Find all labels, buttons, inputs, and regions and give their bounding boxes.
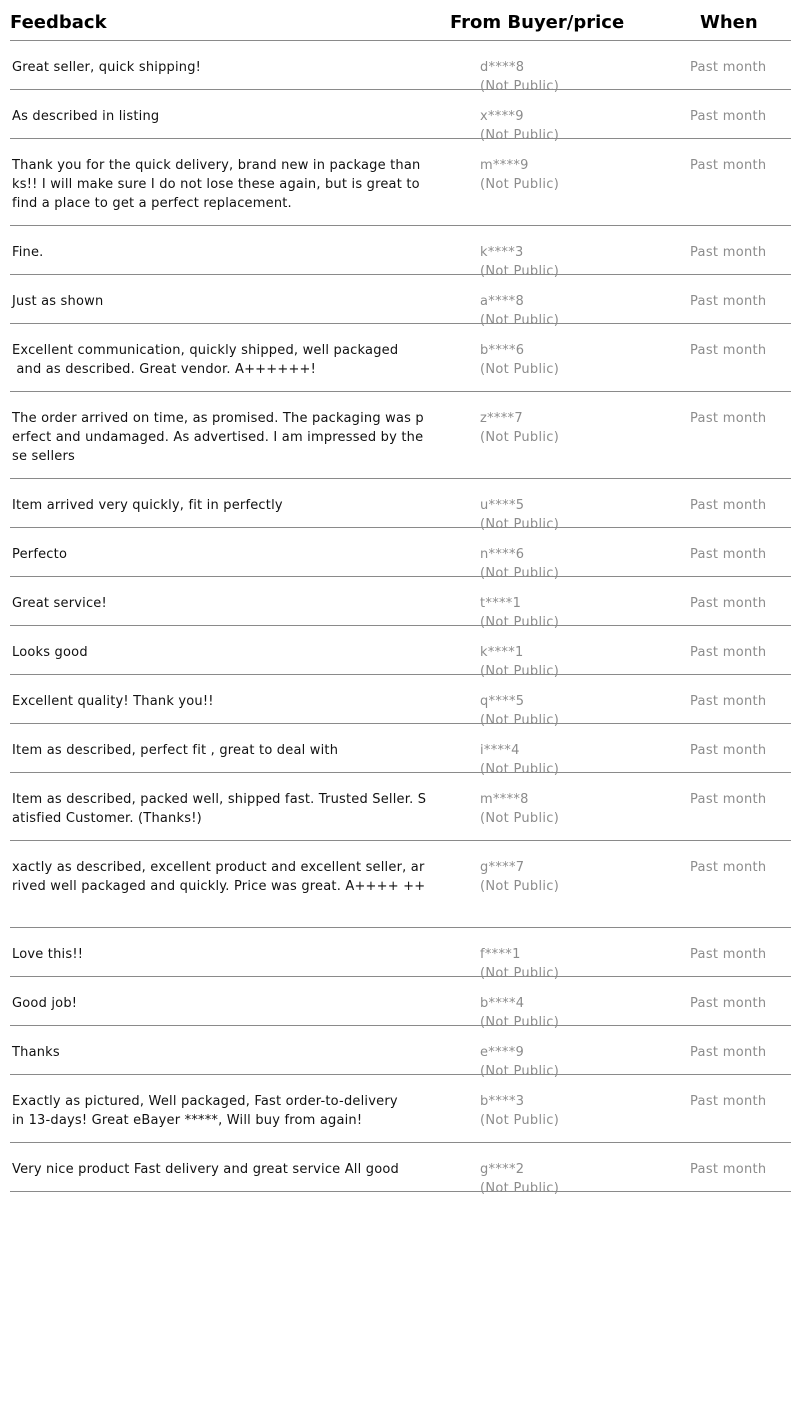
feedback-comment: Great service! [12,596,107,611]
buyer-info [480,156,559,194]
buyer-id: u****5 [480,498,525,513]
buyer-privacy: (Not Public) [480,664,560,679]
feedback-comment: Very nice product Fast delivery and great service All good [12,1162,399,1177]
feedback-comment: As described in listing [12,109,160,124]
buyer-privacy: (Not Public) [480,762,560,777]
buyer-id: g****2 [480,1162,525,1177]
feedback-comment: Excellent quality! Thank you!! [12,694,214,709]
feedback-when: Past month [690,860,767,875]
feedback-when: Past month [690,792,767,807]
feedback-when: Past month [690,596,767,611]
buyer-privacy: (Not Public) [480,430,560,445]
buyer-privacy: (Not Public) [480,1181,560,1196]
feedback-when: Past month [690,996,767,1011]
feedback-comment: Thanks [12,1045,60,1060]
buyer-privacy: (Not Public) [480,966,560,981]
feedback-row [10,139,791,226]
buyer-privacy: (Not Public) [480,1015,560,1030]
buyer-privacy: (Not Public) [480,362,560,377]
buyer-privacy: (Not Public) [480,79,560,94]
feedback-comment: Fine. [12,245,44,260]
buyer-id: z****7 [480,411,523,426]
feedback-row [10,841,791,928]
feedback-row [10,324,791,392]
feedback-row [10,675,791,728]
buyer-id: b****6 [480,343,525,358]
buyer-id: i****4 [480,743,520,758]
feedback-comment: Item as described, perfect fit , great to deal with [12,743,339,758]
feedback-comment: The order arrived on time, as promised. The packaging was perfect and undamaged. As advertised. I am impressed by these sellers [12,411,424,464]
buyer-id: b****3 [480,1094,525,1109]
feedback-row [10,226,791,279]
feedback-when: Past month [690,498,767,513]
feedback-when: Past month [690,1045,767,1060]
buyer-id: x****9 [480,109,524,124]
buyer-info [480,1092,559,1130]
feedback-row [10,626,791,679]
feedback-comment: Perfecto [12,547,68,562]
feedback-when: Past month [690,343,767,358]
buyer-info [480,409,559,447]
buyer-privacy: (Not Public) [480,811,560,826]
table-header [10,0,791,41]
buyer-id: n****6 [480,547,525,562]
buyer-id: e****9 [480,1045,525,1060]
header-from-buyer-price: From Buyer/price [450,12,625,33]
buyer-privacy: (Not Public) [480,313,560,328]
feedback-when: Past month [690,743,767,758]
buyer-id: b****4 [480,996,525,1011]
feedback-comment: Great seller, quick shipping! [12,60,202,75]
buyer-id: k****1 [480,645,524,660]
feedback-comment: Good job! [12,996,78,1011]
buyer-privacy: (Not Public) [480,879,560,894]
feedback-when: Past month [690,947,767,962]
feedback-comment: Just as shown [12,294,104,309]
buyer-id: t****1 [480,596,522,611]
buyer-privacy: (Not Public) [480,713,560,728]
feedback-table [10,0,791,1196]
feedback-when: Past month [690,1162,767,1177]
buyer-privacy: (Not Public) [480,566,560,581]
feedback-comment: xactly as described, excellent product and excellent seller, arrived well packaged and quickly. Price was great. A++++ ++ [12,860,426,894]
feedback-row [10,977,791,1030]
feedback-when: Past month [690,547,767,562]
feedback-when: Past month [690,294,767,309]
feedback-row [10,1143,791,1196]
feedback-row [10,577,791,630]
buyer-id: a****8 [480,294,525,309]
feedback-when: Past month [690,1094,767,1109]
buyer-privacy: (Not Public) [480,1113,560,1128]
buyer-info [480,858,559,896]
feedback-when: Past month [690,694,767,709]
feedback-when: Past month [690,245,767,260]
buyer-id: m****9 [480,158,529,173]
buyer-id: f****1 [480,947,521,962]
buyer-privacy: (Not Public) [480,615,560,630]
feedback-row [10,90,791,143]
feedback-row [10,1026,791,1079]
buyer-id: g****7 [480,860,525,875]
feedback-row [10,392,791,479]
feedback-row [10,928,791,981]
feedback-comment: Excellent communication, quickly shipped, well packaged and as described. Great vendor. A++++++! [12,343,399,377]
buyer-id: m****8 [480,792,529,807]
buyer-info [480,790,559,828]
buyer-privacy: (Not Public) [480,177,560,192]
feedback-comment: Looks good [12,645,88,660]
header-when: When [700,12,758,33]
feedback-comment: Exactly as pictured, Well packaged, Fast order-to-delivery in 13-days! Great eBayer *****, Will buy from again! [12,1094,398,1128]
buyer-privacy: (Not Public) [480,264,560,279]
feedback-comment: Item arrived very quickly, fit in perfectly [12,498,283,513]
feedback-row [10,41,791,94]
feedback-when: Past month [690,411,767,426]
feedback-row [10,773,791,841]
buyer-id: k****3 [480,245,524,260]
feedback-when: Past month [690,158,767,173]
feedback-comment: Item as described, packed well, shipped fast. Trusted Seller. Satisfied Customer. (Thanks!) [12,792,427,826]
feedback-row [10,479,791,532]
buyer-id: d****8 [480,60,525,75]
feedback-row [10,528,791,581]
feedback-row [10,1075,791,1143]
buyer-id: q****5 [480,694,525,709]
buyer-privacy: (Not Public) [480,1064,560,1079]
buyer-info [480,1160,559,1198]
header-feedback: Feedback [10,12,107,33]
feedback-row [10,724,791,777]
buyer-info [480,341,559,379]
buyer-privacy: (Not Public) [480,128,560,143]
feedback-comment: Love this!! [12,947,84,962]
feedback-when: Past month [690,645,767,660]
buyer-privacy: (Not Public) [480,517,560,532]
feedback-when: Past month [690,109,767,124]
feedback-when: Past month [690,60,767,75]
feedback-row [10,275,791,328]
feedback-comment: Thank you for the quick delivery, brand new in package thanks!! I will make sure I do not lose these again, but is great to find a place to get a perfect replacement. [12,158,425,211]
